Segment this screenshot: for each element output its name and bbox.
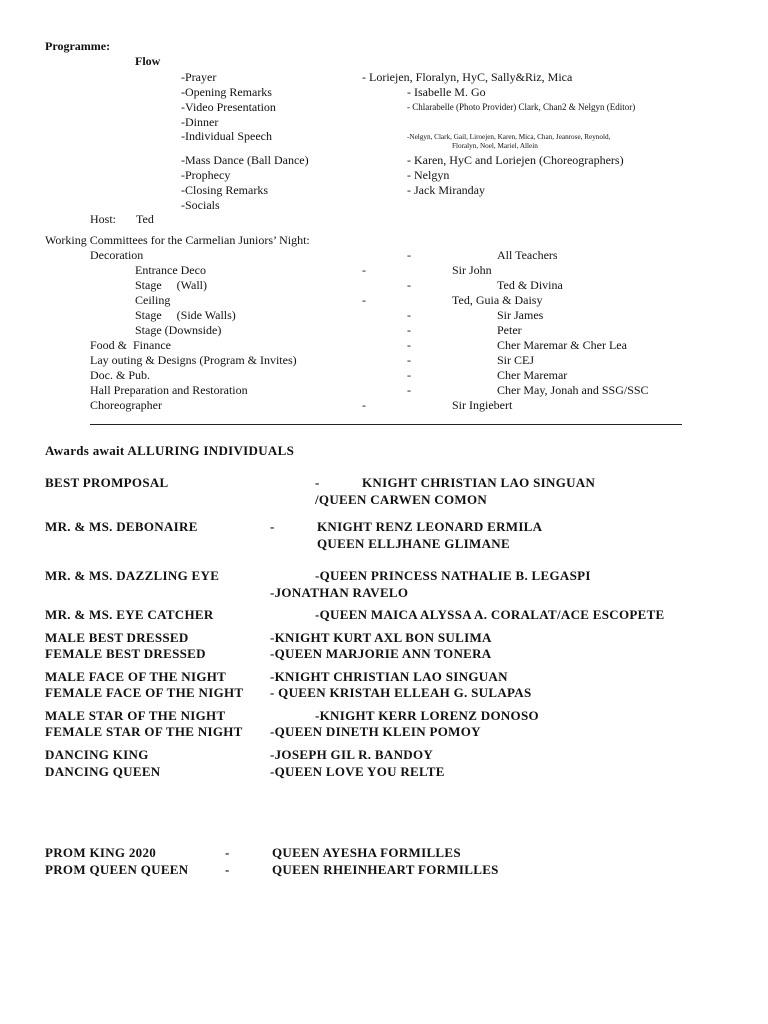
committee-name: Cher May, Jonah and SSG/SSC bbox=[497, 383, 649, 397]
committee-dash: - bbox=[407, 353, 411, 367]
flow-detail: - Isabelle M. Go bbox=[407, 85, 486, 99]
host-name: Ted bbox=[136, 212, 154, 226]
committee-dash: - bbox=[407, 248, 411, 262]
committee-name: Sir John bbox=[452, 263, 492, 277]
committee-dash: - bbox=[407, 338, 411, 352]
committee-task: Ceiling bbox=[135, 293, 171, 307]
flow-label: Flow bbox=[135, 54, 161, 68]
award-winner: -QUEEN DINETH KLEIN POMOY bbox=[270, 724, 481, 739]
award-title: MALE FACE OF THE NIGHT bbox=[45, 669, 227, 684]
award-title: BEST PROMPOSAL bbox=[45, 475, 169, 490]
committee-name: Sir James bbox=[497, 308, 544, 322]
committee-name: All Teachers bbox=[497, 248, 558, 262]
flow-detail: - Jack Miranday bbox=[407, 183, 485, 197]
committee-task: Choreographer bbox=[90, 398, 162, 412]
flow-item: -Closing Remarks bbox=[181, 183, 268, 197]
award-winner: - QUEEN KRISTAH ELLEAH G. SULAPAS bbox=[270, 685, 532, 700]
committee-name: Ted & Divina bbox=[497, 278, 563, 292]
committee-dash: - bbox=[407, 278, 411, 292]
award-title: MR. & MS. DAZZLING EYE bbox=[45, 568, 220, 583]
awards-heading: Awards await ALLURING INDIVIDUALS bbox=[45, 443, 295, 458]
award-winner: -JOSEPH GIL R. BANDOY bbox=[270, 747, 434, 762]
committee-dash: - bbox=[362, 398, 366, 412]
committee-task: Stage (Side Walls) bbox=[135, 308, 236, 322]
award-title: FEMALE FACE OF THE NIGHT bbox=[45, 685, 244, 700]
award-winner: QUEEN ELLJHANE GLIMANE bbox=[317, 536, 510, 551]
flow-item: -Socials bbox=[181, 198, 220, 212]
committee-task: Entrance Deco bbox=[135, 263, 206, 277]
award-title: PROM QUEEN QUEEN bbox=[45, 862, 189, 877]
flow-detail: - Chlarabelle (Photo Provider) Clark, Chan2 & Nelgyn (Editor) bbox=[407, 102, 636, 112]
programme-heading: Programme: bbox=[45, 39, 111, 53]
committee-dash: - bbox=[407, 383, 411, 397]
award-title: MALE BEST DRESSED bbox=[45, 630, 189, 645]
award-dash: - bbox=[225, 845, 230, 860]
committee-task: Stage (Wall) bbox=[135, 278, 208, 292]
award-winner: KNIGHT CHRISTIAN LAO SINGUAN bbox=[362, 475, 596, 490]
committee-dash: - bbox=[407, 368, 411, 382]
award-dash: - bbox=[225, 862, 230, 877]
award-dash: - bbox=[270, 519, 275, 534]
award-winner: -QUEEN MARJORIE ANN TONERA bbox=[270, 646, 492, 661]
flow-item: -Dinner bbox=[181, 115, 219, 129]
award-winner: -QUEEN LOVE YOU RELTE bbox=[270, 764, 445, 779]
award-winner: /QUEEN CARWEN COMON bbox=[315, 492, 488, 507]
award-winner: -QUEEN PRINCESS NATHALIE B. LEGASPI bbox=[315, 568, 591, 583]
award-winner: -KNIGHT KURT AXL BON SULIMA bbox=[270, 630, 492, 645]
committee-task: Hall Preparation and Restoration bbox=[90, 383, 248, 397]
flow-item: -Individual Speech bbox=[181, 129, 272, 143]
committee-name: Cher Maremar bbox=[497, 368, 568, 382]
flow-item: -Mass Dance (Ball Dance) bbox=[181, 153, 309, 167]
award-title: PROM KING 2020 bbox=[45, 845, 157, 860]
award-title: MR. & MS. DEBONAIRE bbox=[45, 519, 198, 534]
committee-name: Ted, Guia & Daisy bbox=[452, 293, 543, 307]
award-dash: - bbox=[315, 475, 320, 490]
flow-detail: - Loriejen, Floralyn, HyC, Sally&Riz, Mica bbox=[362, 70, 573, 84]
award-winner: -JONATHAN RAVELO bbox=[270, 585, 409, 600]
flow-detail: - Nelgyn bbox=[407, 168, 450, 182]
committee-dash: - bbox=[407, 308, 411, 322]
award-winner: -KNIGHT KERR LORENZ DONOSO bbox=[315, 708, 539, 723]
section-divider bbox=[90, 424, 682, 425]
committee-name: Peter bbox=[497, 323, 522, 337]
award-title: MR. & MS. EYE CATCHER bbox=[45, 607, 214, 622]
award-title: FEMALE STAR OF THE NIGHT bbox=[45, 724, 243, 739]
committee-dash: - bbox=[362, 263, 366, 277]
committee-task: Doc. & Pub. bbox=[90, 368, 150, 382]
flow-item: -Opening Remarks bbox=[181, 85, 272, 99]
flow-detail: -Nelgyn, Clark, Gail, Liroejen, Karen, Mica, Chan, Jeanrose, Reynold, bbox=[407, 133, 611, 141]
flow-item: -Video Presentation bbox=[181, 100, 276, 114]
committee-dash: - bbox=[362, 293, 366, 307]
award-winner: -QUEEN MAICA ALYSSA A. CORALAT/ACE ESCOPETE bbox=[315, 607, 665, 622]
host-label: Host: bbox=[90, 212, 117, 226]
award-winner: -KNIGHT CHRISTIAN LAO SINGUAN bbox=[270, 669, 508, 684]
committee-name: Sir CEJ bbox=[497, 353, 535, 367]
committee-task: Lay outing & Designs (Program & Invites) bbox=[90, 353, 297, 367]
committee-name: Cher Maremar & Cher Lea bbox=[497, 338, 627, 352]
award-title: DANCING KING bbox=[45, 747, 149, 762]
award-title: MALE STAR OF THE NIGHT bbox=[45, 708, 226, 723]
committee-task: Decoration bbox=[90, 248, 144, 262]
award-title: DANCING QUEEN bbox=[45, 764, 161, 779]
flow-item: -Prophecy bbox=[181, 168, 231, 182]
committee-task: Food & Finance bbox=[90, 338, 171, 352]
flow-detail-continued: Floralyn, Noel, Mariel, Allein bbox=[452, 142, 538, 150]
committee-task: Stage (Downside) bbox=[135, 323, 222, 337]
flow-item: -Prayer bbox=[181, 70, 217, 84]
committee-name: Sir Ingiebert bbox=[452, 398, 513, 412]
award-winner: QUEEN RHEINHEART FORMILLES bbox=[272, 862, 499, 877]
award-winner: KNIGHT RENZ LEONARD ERMILA bbox=[317, 519, 543, 534]
award-title: FEMALE BEST DRESSED bbox=[45, 646, 206, 661]
flow-detail: - Karen, HyC and Loriejen (Choreographers) bbox=[407, 153, 624, 167]
committee-dash: - bbox=[407, 323, 411, 337]
committees-heading: Working Committees for the Carmelian Juniors’ Night: bbox=[45, 233, 310, 247]
award-winner: QUEEN AYESHA FORMILLES bbox=[272, 845, 461, 860]
